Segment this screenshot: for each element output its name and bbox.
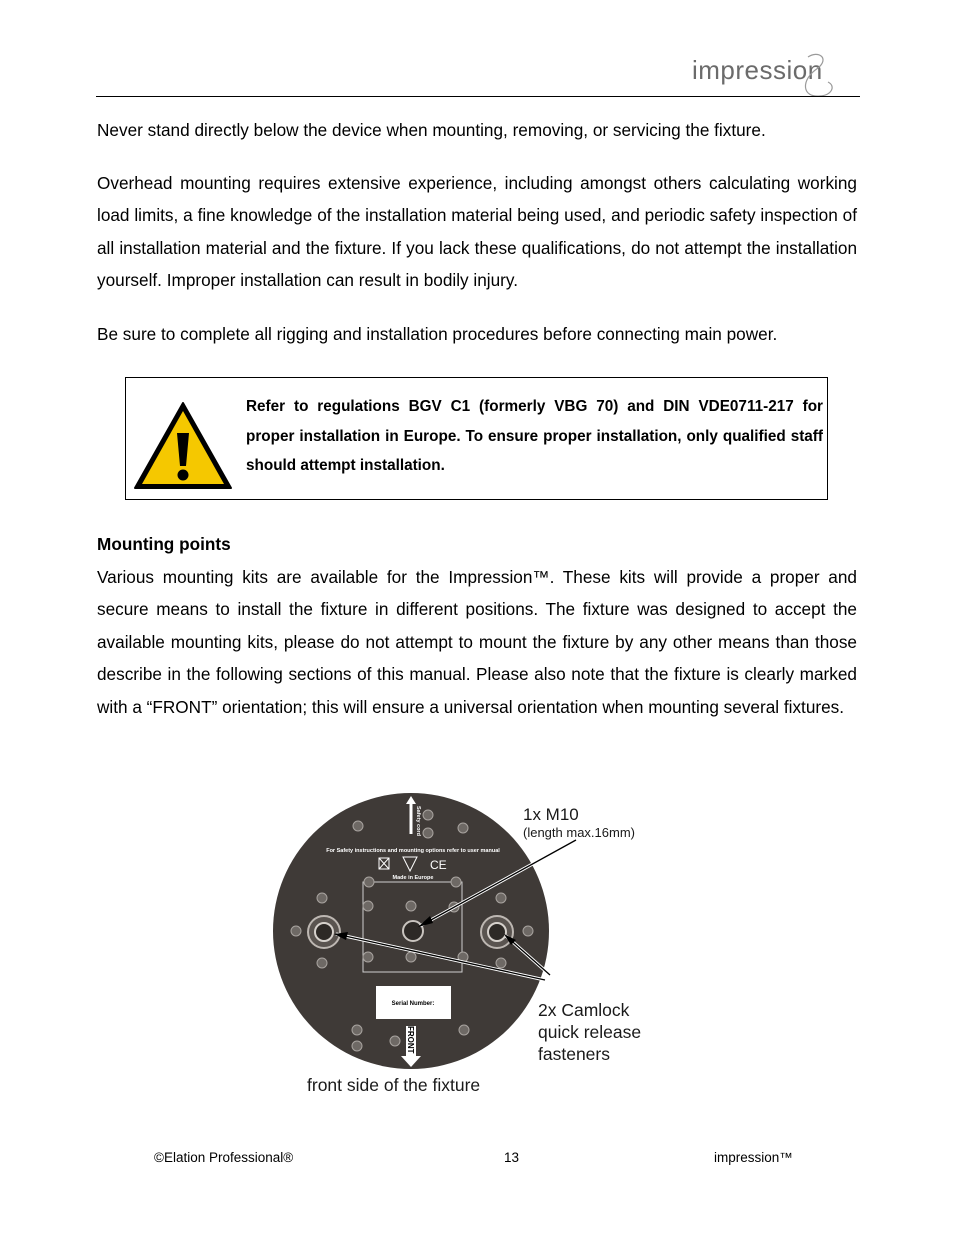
impression-logo <box>690 52 862 102</box>
footer-page-number: 13 <box>504 1150 520 1165</box>
callout-camlock-line3: fasteners <box>538 1044 610 1064</box>
section-heading: Mounting points <box>97 534 231 554</box>
warning-box <box>125 377 828 500</box>
logo-wordmark: impression <box>692 55 823 85</box>
camlock-fastener-left <box>308 916 340 948</box>
callout-m10: 1x M10 <box>523 805 579 824</box>
footer-product-name: impression™ <box>714 1150 793 1165</box>
figure-caption: front side of the fixture <box>307 1075 481 1095</box>
camlock-fastener-right <box>481 916 513 948</box>
section-body: Various mounting kits are available for the Impression™. These kits will provide a proper and secure means to install the fixture in different positions. The fixture was designed to accept the available mounting kits, please do not attempt to mount the fixture by any other means than those describe in the following sections of this manual. Please also note that the fixture is clearly marked with a “FRONT” orientation; this will ensure a universal orientation when mounting several fixtures. <box>97 567 857 717</box>
plate-safety-label: Safety cord <box>415 806 421 836</box>
callout-m10-sub: (length max.16mm) <box>523 825 635 840</box>
paragraph-standing: Never stand directly below the device when mounting, removing, or servicing the fixture. <box>97 120 766 140</box>
header-rule <box>96 96 860 97</box>
warning-text: Refer to regulations BGV C1 (formerly VBG 70) and DIN VDE0711-217 for proper installation in Europe. To ensure proper installation, only qualified staff should attempt installation. <box>246 398 823 474</box>
paragraph-overhead: Overhead mounting requires extensive experience, including amongst others calculating working load limits, a fine knowledge of the installation material being used, and periodic safety inspection of all installation material and the fixture. If you lack these qualifications, do not attempt the installation yourself. Improper installation can result in bodily injury. <box>97 173 857 291</box>
paragraph-power: Be sure to complete all rigging and installation procedures before connecting main power. <box>97 324 778 344</box>
m10-mounting-hole <box>403 921 423 941</box>
callout-camlock-line1: 2x Camlock <box>538 1000 630 1020</box>
plate-serial: Serial Number: <box>391 1001 435 1007</box>
fixture-mounting-diagram <box>270 790 690 1102</box>
plate-made-in: Made in Europe <box>392 875 434 881</box>
plate-front: FRONT <box>406 1026 415 1054</box>
ce-mark-icon: CE <box>430 858 447 872</box>
plate-instructions: For Safety instructions and mounting options refer to user manual <box>326 848 500 854</box>
warning-triangle-icon <box>132 400 234 492</box>
callout-camlock-line2: quick release <box>538 1022 642 1042</box>
footer-copyright: ©Elation Professional® <box>154 1150 294 1165</box>
